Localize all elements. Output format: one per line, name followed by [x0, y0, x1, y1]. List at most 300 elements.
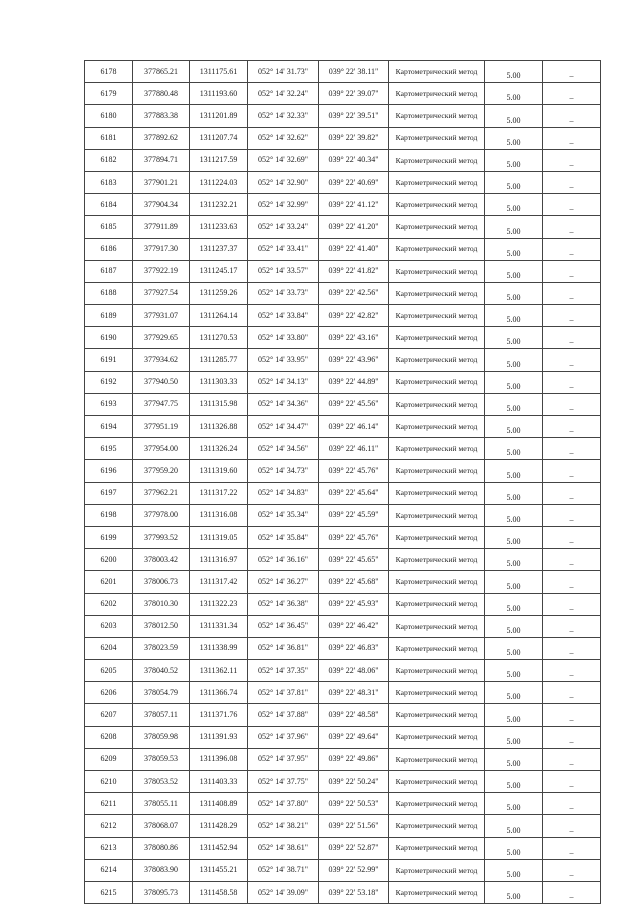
- error-cell: 5.00: [485, 771, 543, 793]
- latitude-cell: 052° 14' 33.41": [248, 238, 319, 260]
- longitude-cell: 039° 22' 39.51": [319, 105, 389, 127]
- x-coordinate-cell: 378059.53: [133, 748, 190, 770]
- error-cell: 5.00: [485, 504, 543, 526]
- dash-cell: –: [543, 171, 601, 193]
- longitude-cell: 039° 22' 45.93": [319, 593, 389, 615]
- method-cell: Картометрический метод: [389, 571, 485, 593]
- x-coordinate-cell: 378083.90: [133, 859, 190, 881]
- point-number-cell: 6182: [85, 149, 133, 171]
- x-coordinate-cell: 377962.21: [133, 482, 190, 504]
- latitude-cell: 052° 14' 36.81": [248, 637, 319, 659]
- y-coordinate-cell: 1311315.98: [190, 393, 248, 415]
- latitude-cell: 052° 14' 37.96": [248, 726, 319, 748]
- point-number-cell: 6178: [85, 61, 133, 83]
- method-cell: Картометрический метод: [389, 83, 485, 105]
- x-coordinate-cell: 377894.71: [133, 149, 190, 171]
- point-number-cell: 6208: [85, 726, 133, 748]
- y-coordinate-cell: 1311317.22: [190, 482, 248, 504]
- x-coordinate-cell: 377978.00: [133, 504, 190, 526]
- latitude-cell: 052° 14' 37.88": [248, 704, 319, 726]
- dash-cell: –: [543, 482, 601, 504]
- x-coordinate-cell: 378012.50: [133, 615, 190, 637]
- table-row: [85, 615, 601, 637]
- y-coordinate-cell: 1311455.21: [190, 859, 248, 881]
- y-coordinate-cell: 1311458.58: [190, 881, 248, 903]
- error-cell: 5.00: [485, 637, 543, 659]
- point-number-cell: 6203: [85, 615, 133, 637]
- dash-cell: –: [543, 260, 601, 282]
- coordinates-table: [84, 60, 601, 904]
- latitude-cell: 052° 14' 34.47": [248, 416, 319, 438]
- error-cell: 5.00: [485, 482, 543, 504]
- error-cell: 5.00: [485, 127, 543, 149]
- method-cell: Картометрический метод: [389, 637, 485, 659]
- table-row: [85, 282, 601, 304]
- coordinates-table-body: [85, 61, 601, 904]
- dash-cell: –: [543, 837, 601, 859]
- point-number-cell: 6183: [85, 171, 133, 193]
- y-coordinate-cell: 1311316.97: [190, 549, 248, 571]
- error-cell: 5.00: [485, 327, 543, 349]
- table-row: [85, 793, 601, 815]
- longitude-cell: 039° 22' 42.82": [319, 305, 389, 327]
- latitude-cell: 052° 14' 35.84": [248, 526, 319, 548]
- dash-cell: –: [543, 549, 601, 571]
- latitude-cell: 052° 14' 34.83": [248, 482, 319, 504]
- point-number-cell: 6210: [85, 771, 133, 793]
- latitude-cell: 052° 14' 37.75": [248, 771, 319, 793]
- point-number-cell: 6181: [85, 127, 133, 149]
- dash-cell: –: [543, 748, 601, 770]
- table-row: [85, 771, 601, 793]
- table-row: [85, 416, 601, 438]
- point-number-cell: 6184: [85, 194, 133, 216]
- method-cell: Картометрический метод: [389, 282, 485, 304]
- longitude-cell: 039° 22' 46.83": [319, 637, 389, 659]
- table-row: [85, 260, 601, 282]
- latitude-cell: 052° 14' 34.13": [248, 371, 319, 393]
- latitude-cell: 052° 14' 33.57": [248, 260, 319, 282]
- point-number-cell: 6206: [85, 682, 133, 704]
- error-cell: 5.00: [485, 438, 543, 460]
- table-row: [85, 748, 601, 770]
- dash-cell: –: [543, 881, 601, 903]
- point-number-cell: 6192: [85, 371, 133, 393]
- dash-cell: –: [543, 859, 601, 881]
- x-coordinate-cell: 377954.00: [133, 438, 190, 460]
- point-number-cell: 6193: [85, 393, 133, 415]
- longitude-cell: 039° 22' 41.82": [319, 260, 389, 282]
- longitude-cell: 039° 22' 50.24": [319, 771, 389, 793]
- longitude-cell: 039° 22' 43.96": [319, 349, 389, 371]
- dash-cell: –: [543, 682, 601, 704]
- error-cell: 5.00: [485, 61, 543, 83]
- x-coordinate-cell: 378054.79: [133, 682, 190, 704]
- y-coordinate-cell: 1311338.99: [190, 637, 248, 659]
- dash-cell: –: [543, 571, 601, 593]
- method-cell: Картометрический метод: [389, 859, 485, 881]
- y-coordinate-cell: 1311316.08: [190, 504, 248, 526]
- latitude-cell: 052° 14' 38.61": [248, 837, 319, 859]
- table-row: [85, 859, 601, 881]
- latitude-cell: 052° 14' 36.38": [248, 593, 319, 615]
- table-row: [85, 349, 601, 371]
- longitude-cell: 039° 22' 41.20": [319, 216, 389, 238]
- y-coordinate-cell: 1311319.05: [190, 526, 248, 548]
- dash-cell: –: [543, 526, 601, 548]
- longitude-cell: 039° 22' 52.99": [319, 859, 389, 881]
- latitude-cell: 052° 14' 36.45": [248, 615, 319, 637]
- y-coordinate-cell: 1311396.08: [190, 748, 248, 770]
- dash-cell: –: [543, 194, 601, 216]
- table-row: [85, 460, 601, 482]
- error-cell: 5.00: [485, 349, 543, 371]
- dash-cell: –: [543, 327, 601, 349]
- latitude-cell: 052° 14' 38.71": [248, 859, 319, 881]
- x-coordinate-cell: 377901.21: [133, 171, 190, 193]
- method-cell: Картометрический метод: [389, 881, 485, 903]
- point-number-cell: 6201: [85, 571, 133, 593]
- dash-cell: –: [543, 216, 601, 238]
- y-coordinate-cell: 1311326.88: [190, 416, 248, 438]
- point-number-cell: 6185: [85, 216, 133, 238]
- table-row: [85, 837, 601, 859]
- dash-cell: –: [543, 726, 601, 748]
- dash-cell: –: [543, 815, 601, 837]
- x-coordinate-cell: 378003.42: [133, 549, 190, 571]
- table-row: [85, 549, 601, 571]
- latitude-cell: 052° 14' 36.27": [248, 571, 319, 593]
- latitude-cell: 052° 14' 33.80": [248, 327, 319, 349]
- table-row: [85, 526, 601, 548]
- y-coordinate-cell: 1311362.11: [190, 660, 248, 682]
- method-cell: Картометрический метод: [389, 194, 485, 216]
- point-number-cell: 6190: [85, 327, 133, 349]
- x-coordinate-cell: 378010.30: [133, 593, 190, 615]
- method-cell: Картометрический метод: [389, 238, 485, 260]
- table-row: [85, 482, 601, 504]
- longitude-cell: 039° 22' 38.11": [319, 61, 389, 83]
- method-cell: Картометрический метод: [389, 704, 485, 726]
- table-row: [85, 571, 601, 593]
- method-cell: Картометрический метод: [389, 61, 485, 83]
- error-cell: 5.00: [485, 393, 543, 415]
- x-coordinate-cell: 378006.73: [133, 571, 190, 593]
- dash-cell: –: [543, 593, 601, 615]
- y-coordinate-cell: 1311259.26: [190, 282, 248, 304]
- x-coordinate-cell: 377911.89: [133, 216, 190, 238]
- table-row: [85, 438, 601, 460]
- dash-cell: –: [543, 349, 601, 371]
- method-cell: Картометрический метод: [389, 327, 485, 349]
- y-coordinate-cell: 1311322.23: [190, 593, 248, 615]
- error-cell: 5.00: [485, 793, 543, 815]
- longitude-cell: 039° 22' 49.64": [319, 726, 389, 748]
- latitude-cell: 052° 14' 32.69": [248, 149, 319, 171]
- latitude-cell: 052° 14' 33.84": [248, 305, 319, 327]
- longitude-cell: 039° 22' 52.87": [319, 837, 389, 859]
- error-cell: 5.00: [485, 593, 543, 615]
- error-cell: 5.00: [485, 260, 543, 282]
- x-coordinate-cell: 377993.52: [133, 526, 190, 548]
- error-cell: 5.00: [485, 704, 543, 726]
- y-coordinate-cell: 1311408.89: [190, 793, 248, 815]
- method-cell: Картометрический метод: [389, 549, 485, 571]
- x-coordinate-cell: 377940.50: [133, 371, 190, 393]
- error-cell: 5.00: [485, 171, 543, 193]
- table-row: [85, 881, 601, 903]
- point-number-cell: 6194: [85, 416, 133, 438]
- latitude-cell: 052° 14' 32.90": [248, 171, 319, 193]
- error-cell: 5.00: [485, 371, 543, 393]
- y-coordinate-cell: 1311326.24: [190, 438, 248, 460]
- longitude-cell: 039° 22' 49.86": [319, 748, 389, 770]
- latitude-cell: 052° 14' 34.56": [248, 438, 319, 460]
- y-coordinate-cell: 1311207.74: [190, 127, 248, 149]
- point-number-cell: 6211: [85, 793, 133, 815]
- method-cell: Картометрический метод: [389, 305, 485, 327]
- latitude-cell: 052° 14' 33.73": [248, 282, 319, 304]
- y-coordinate-cell: 1311303.33: [190, 371, 248, 393]
- x-coordinate-cell: 378040.52: [133, 660, 190, 682]
- table-row: [85, 105, 601, 127]
- latitude-cell: 052° 14' 32.33": [248, 105, 319, 127]
- method-cell: Картометрический метод: [389, 504, 485, 526]
- x-coordinate-cell: 378057.11: [133, 704, 190, 726]
- point-number-cell: 6179: [85, 83, 133, 105]
- table-row: [85, 704, 601, 726]
- point-number-cell: 6209: [85, 748, 133, 770]
- x-coordinate-cell: 378023.59: [133, 637, 190, 659]
- error-cell: 5.00: [485, 881, 543, 903]
- dash-cell: –: [543, 637, 601, 659]
- latitude-cell: 052° 14' 32.62": [248, 127, 319, 149]
- dash-cell: –: [543, 416, 601, 438]
- method-cell: Картометрический метод: [389, 216, 485, 238]
- longitude-cell: 039° 22' 48.31": [319, 682, 389, 704]
- table-row: [85, 682, 601, 704]
- table-row: [85, 637, 601, 659]
- table-row: [85, 238, 601, 260]
- point-number-cell: 6200: [85, 549, 133, 571]
- method-cell: Картометрический метод: [389, 771, 485, 793]
- method-cell: Картометрический метод: [389, 726, 485, 748]
- longitude-cell: 039° 22' 45.68": [319, 571, 389, 593]
- y-coordinate-cell: 1311391.93: [190, 726, 248, 748]
- longitude-cell: 039° 22' 45.64": [319, 482, 389, 504]
- y-coordinate-cell: 1311233.63: [190, 216, 248, 238]
- dash-cell: –: [543, 460, 601, 482]
- dash-cell: –: [543, 660, 601, 682]
- dash-cell: –: [543, 438, 601, 460]
- latitude-cell: 052° 14' 38.21": [248, 815, 319, 837]
- point-number-cell: 6197: [85, 482, 133, 504]
- error-cell: 5.00: [485, 149, 543, 171]
- x-coordinate-cell: 377880.48: [133, 83, 190, 105]
- table-row: [85, 83, 601, 105]
- table-row: [85, 127, 601, 149]
- latitude-cell: 052° 14' 33.95": [248, 349, 319, 371]
- latitude-cell: 052° 14' 34.36": [248, 393, 319, 415]
- dash-cell: –: [543, 282, 601, 304]
- table-row: [85, 393, 601, 415]
- dash-cell: –: [543, 771, 601, 793]
- method-cell: Картометрический метод: [389, 482, 485, 504]
- dash-cell: –: [543, 238, 601, 260]
- dash-cell: –: [543, 704, 601, 726]
- error-cell: 5.00: [485, 615, 543, 637]
- x-coordinate-cell: 377922.19: [133, 260, 190, 282]
- dash-cell: –: [543, 371, 601, 393]
- longitude-cell: 039° 22' 45.56": [319, 393, 389, 415]
- point-number-cell: 6188: [85, 282, 133, 304]
- x-coordinate-cell: 378095.73: [133, 881, 190, 903]
- point-number-cell: 6187: [85, 260, 133, 282]
- method-cell: Картометрический метод: [389, 438, 485, 460]
- method-cell: Картометрический метод: [389, 349, 485, 371]
- point-number-cell: 6214: [85, 859, 133, 881]
- error-cell: 5.00: [485, 460, 543, 482]
- method-cell: Картометрический метод: [389, 416, 485, 438]
- longitude-cell: 039° 22' 39.07": [319, 83, 389, 105]
- error-cell: 5.00: [485, 416, 543, 438]
- table-row: [85, 149, 601, 171]
- point-number-cell: 6212: [85, 815, 133, 837]
- longitude-cell: 039° 22' 53.18": [319, 881, 389, 903]
- point-number-cell: 6186: [85, 238, 133, 260]
- table-row: [85, 216, 601, 238]
- longitude-cell: 039° 22' 50.53": [319, 793, 389, 815]
- x-coordinate-cell: 377947.75: [133, 393, 190, 415]
- point-number-cell: 6207: [85, 704, 133, 726]
- longitude-cell: 039° 22' 40.69": [319, 171, 389, 193]
- latitude-cell: 052° 14' 37.80": [248, 793, 319, 815]
- y-coordinate-cell: 1311270.53: [190, 327, 248, 349]
- dash-cell: –: [543, 83, 601, 105]
- x-coordinate-cell: 377904.34: [133, 194, 190, 216]
- table-row: [85, 593, 601, 615]
- y-coordinate-cell: 1311245.17: [190, 260, 248, 282]
- error-cell: 5.00: [485, 571, 543, 593]
- longitude-cell: 039° 22' 46.11": [319, 438, 389, 460]
- longitude-cell: 039° 22' 45.59": [319, 504, 389, 526]
- method-cell: Картометрический метод: [389, 171, 485, 193]
- latitude-cell: 052° 14' 32.99": [248, 194, 319, 216]
- method-cell: Картометрический метод: [389, 260, 485, 282]
- latitude-cell: 052° 14' 35.34": [248, 504, 319, 526]
- y-coordinate-cell: 1311319.60: [190, 460, 248, 482]
- longitude-cell: 039° 22' 40.34": [319, 149, 389, 171]
- longitude-cell: 039° 22' 51.56": [319, 815, 389, 837]
- method-cell: Картометрический метод: [389, 837, 485, 859]
- latitude-cell: 052° 14' 31.73": [248, 61, 319, 83]
- longitude-cell: 039° 22' 45.65": [319, 549, 389, 571]
- method-cell: Картометрический метод: [389, 371, 485, 393]
- y-coordinate-cell: 1311428.29: [190, 815, 248, 837]
- point-number-cell: 6204: [85, 637, 133, 659]
- longitude-cell: 039° 22' 48.06": [319, 660, 389, 682]
- longitude-cell: 039° 22' 41.12": [319, 194, 389, 216]
- method-cell: Картометрический метод: [389, 815, 485, 837]
- x-coordinate-cell: 377959.20: [133, 460, 190, 482]
- method-cell: Картометрический метод: [389, 105, 485, 127]
- y-coordinate-cell: 1311366.74: [190, 682, 248, 704]
- method-cell: Картометрический метод: [389, 748, 485, 770]
- error-cell: 5.00: [485, 305, 543, 327]
- error-cell: 5.00: [485, 105, 543, 127]
- method-cell: Картометрический метод: [389, 127, 485, 149]
- longitude-cell: 039° 22' 43.16": [319, 327, 389, 349]
- method-cell: Картометрический метод: [389, 682, 485, 704]
- y-coordinate-cell: 1311224.03: [190, 171, 248, 193]
- point-number-cell: 6199: [85, 526, 133, 548]
- table-row: [85, 815, 601, 837]
- latitude-cell: 052° 14' 37.35": [248, 660, 319, 682]
- point-number-cell: 6191: [85, 349, 133, 371]
- table-row: [85, 194, 601, 216]
- table-row: [85, 660, 601, 682]
- y-coordinate-cell: 1311264.14: [190, 305, 248, 327]
- point-number-cell: 6215: [85, 881, 133, 903]
- x-coordinate-cell: 377865.21: [133, 61, 190, 83]
- y-coordinate-cell: 1311232.21: [190, 194, 248, 216]
- y-coordinate-cell: 1311331.34: [190, 615, 248, 637]
- error-cell: 5.00: [485, 660, 543, 682]
- x-coordinate-cell: 377927.54: [133, 282, 190, 304]
- dash-cell: –: [543, 105, 601, 127]
- dash-cell: –: [543, 504, 601, 526]
- point-number-cell: 6205: [85, 660, 133, 682]
- table-row: [85, 327, 601, 349]
- latitude-cell: 052° 14' 37.81": [248, 682, 319, 704]
- longitude-cell: 039° 22' 45.76": [319, 526, 389, 548]
- error-cell: 5.00: [485, 837, 543, 859]
- longitude-cell: 039° 22' 42.56": [319, 282, 389, 304]
- error-cell: 5.00: [485, 194, 543, 216]
- x-coordinate-cell: 378059.98: [133, 726, 190, 748]
- y-coordinate-cell: 1311452.94: [190, 837, 248, 859]
- method-cell: Картометрический метод: [389, 149, 485, 171]
- method-cell: Картометрический метод: [389, 460, 485, 482]
- error-cell: 5.00: [485, 526, 543, 548]
- longitude-cell: 039° 22' 41.40": [319, 238, 389, 260]
- x-coordinate-cell: 377883.38: [133, 105, 190, 127]
- longitude-cell: 039° 22' 39.82": [319, 127, 389, 149]
- error-cell: 5.00: [485, 83, 543, 105]
- latitude-cell: 052° 14' 32.24": [248, 83, 319, 105]
- y-coordinate-cell: 1311217.59: [190, 149, 248, 171]
- dash-cell: –: [543, 393, 601, 415]
- dash-cell: –: [543, 61, 601, 83]
- table-row: [85, 371, 601, 393]
- point-number-cell: 6196: [85, 460, 133, 482]
- longitude-cell: 039° 22' 45.76": [319, 460, 389, 482]
- point-number-cell: 6198: [85, 504, 133, 526]
- x-coordinate-cell: 377929.65: [133, 327, 190, 349]
- error-cell: 5.00: [485, 859, 543, 881]
- point-number-cell: 6195: [85, 438, 133, 460]
- y-coordinate-cell: 1311175.61: [190, 61, 248, 83]
- table-row: [85, 726, 601, 748]
- point-number-cell: 6202: [85, 593, 133, 615]
- point-number-cell: 6180: [85, 105, 133, 127]
- latitude-cell: 052° 14' 34.73": [248, 460, 319, 482]
- longitude-cell: 039° 22' 46.42": [319, 615, 389, 637]
- y-coordinate-cell: 1311193.60: [190, 83, 248, 105]
- point-number-cell: 6213: [85, 837, 133, 859]
- y-coordinate-cell: 1311403.33: [190, 771, 248, 793]
- longitude-cell: 039° 22' 46.14": [319, 416, 389, 438]
